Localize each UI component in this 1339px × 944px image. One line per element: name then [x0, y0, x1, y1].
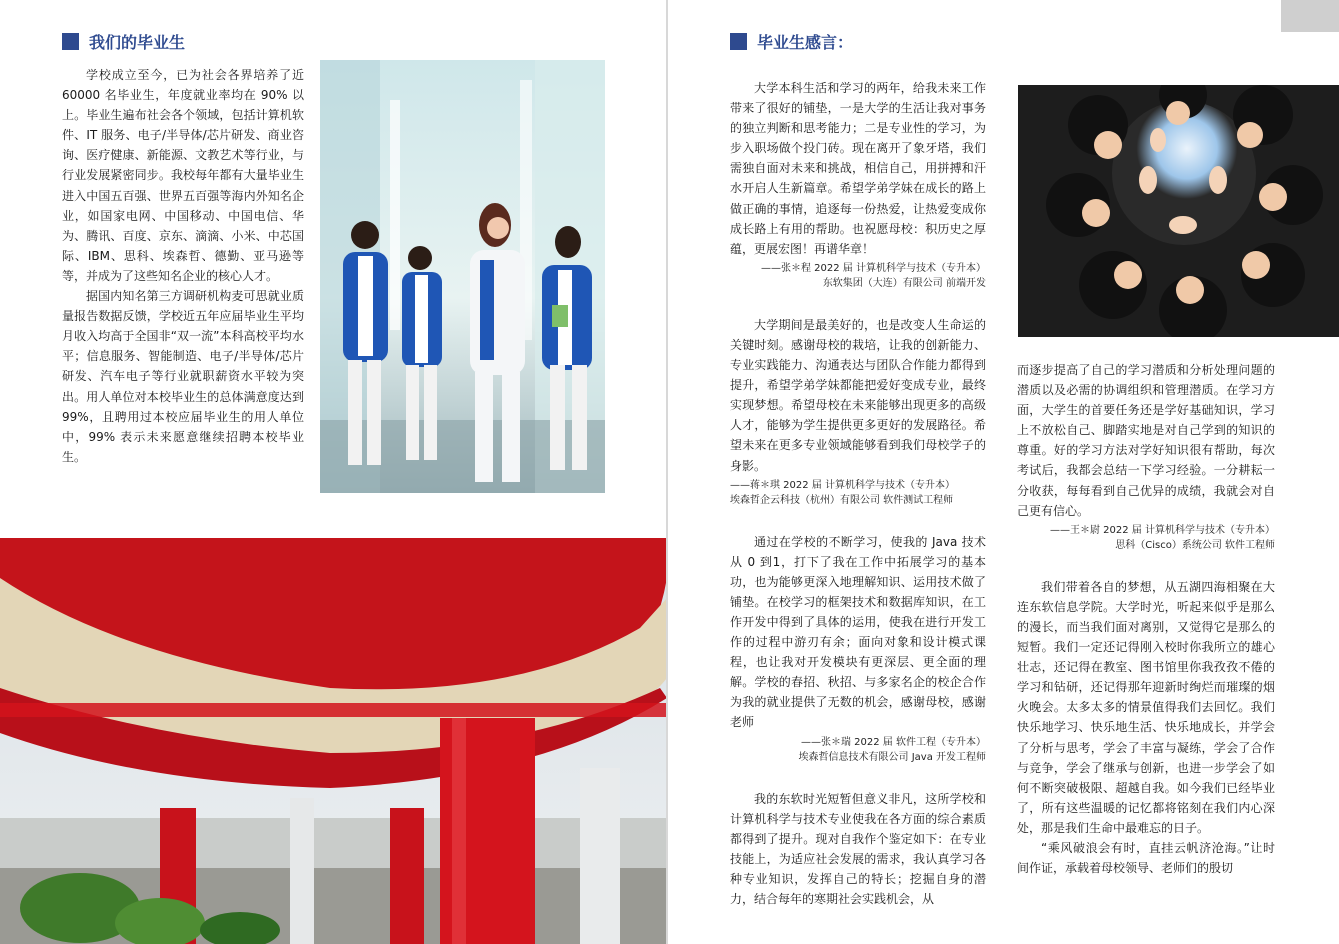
signature-name: ——蒋＊琪 2022 届 计算机科学与技术（专升本）	[730, 479, 955, 491]
section-heading-testimonials	[730, 30, 853, 53]
signature-name: ——张＊程 2022 届 计算机科学与技术（专升本）	[761, 262, 986, 274]
graduates-paragraph-2: 据国内知名第三方调研机构麦可思就业质量报告数据反馈，学校近五年应届毕业生平均月收入均高于全国非“双一流”本科高校平均水平；信息服务、智能制造、电子/半导体/芯片研发、汽车电子等行业就职薪资水平较为突出。用人单位对本校毕业生的总体满意度达到 99%，且聘用过本校应届毕业生的用人单位中，99% 表示未来愿意继续招聘本校毕业生。	[62, 289, 304, 464]
heading-text: 我们的毕业生	[89, 33, 186, 52]
page-corner-tab	[1281, 0, 1339, 32]
testimonial-signature-1	[730, 261, 986, 291]
section-heading-graduates	[62, 30, 185, 53]
testimonial-text-4: 我的东软时光短暂但意义非凡，这所学校和计算机科学与技术专业使我在各方面的综合素质都得到了提升。现对自我作个鉴定如下：在专业技能上，为适应社会发展的需求，我认真学习各种专业知识，发挥自己的特长；挖掘自身的潜力，结合每年的寒期社会实践机会，从	[730, 791, 986, 906]
signature-company: 东软集团（大连）有限公司 前端开发	[822, 277, 986, 289]
right-page	[668, 0, 1339, 944]
graduates-paragraph-1: 学校成立至今，已为社会各界培养了近60000 名毕业生，年度就业率均在 90% 以上。毕业生遍布社会各个领域，包括计算机软件、IT 服务、电子/半导体/芯片研发、商业咨询、医疗健康、新能源、文教艺术等行业，与行业发展紧密同步。我校每年都有大量毕业生进入中国五百强、世界五百强等海内外知名企业，如国家电网、中国移动、中国电信、华为、腾讯、百度、京东、滴滴、小米、中芯国际、IBM、思科、埃森哲、德勤、亚马逊等等，并成为了这些知名企业的核心人才。	[62, 68, 304, 283]
red-pavilion-photo	[0, 538, 667, 944]
testimonial-text-1: 大学本科生活和学习的两年，给我未来工作带来了很好的铺垫，一是大学的生活让我对事务的独立判断和思考能力；二是专业性的学习，为步入职场做个投门砖。现在离开了象牙塔，我们需独自面对未来和挑战，相信自己，用拼搏和汗水开启人生新篇章。希望学弟学妹在成长的路上做正确的事情，追逐每一份热爱，让热爱变成你成长路上有用的帮助。也祝愿母校：积历史之厚蕴，更展宏图！再谱华章！	[730, 81, 986, 256]
signature-company: 埃森哲信息技术有限公司 Java 开发工程师	[798, 751, 986, 763]
signature-company: 思科（Cisco）系统公司 软件工程师	[1115, 539, 1275, 551]
testimonial-signature-5	[1017, 523, 1275, 553]
signature-name: ——王＊尉 2022 届 计算机科学与技术（专升本）	[1050, 524, 1275, 536]
testimonial-text-3: 通过在学校的不断学习，使我的 Java 技术从 0 到1，打下了我在工作中拓展学习的基本功，也为能够更深入地理解知识、运用技术做了铺垫。在校学习的框架技术和数据库知识，在工作开发中得到了具体的运用，使我在进行开发工作的过程中游刃有余；面向对象和设计模式课程，也让我对开发模块有更深层、更全面的理解。学校的春招、秋招、与多家名企的校企合作为我的就业提供了无数的机会，感谢母校，感谢老师	[730, 534, 986, 730]
testimonial-text-5: 而逐步提高了自己的学习潜质和分析处理问题的潜质以及必需的协调组织和管理潜质。在学习方面，大学生的首要任务还是学好基础知识，学习上不放松自己、脚踏实地是对自己学到的知识的尊重。好的学习方法对学好知识很有帮助，每次考试后，我都会总结一下学习经验。一分耕耘一分收获，每每看到自己优异的成绩，我就会对自己更有信心。	[1017, 363, 1275, 518]
testimonial-text-2: 大学期间是最美好的，也是改变人生命运的关键时刻。感谢母校的栽培，让我的创新能力、专业实践能力、沟通表达与团队合作能力都得到提升，希望学弟学妹都能把爱好变成专业，最终实现梦想。希望母校在未来能够出现更多的高级人才，能够为学生提供更多更好的发展路径。希望未来在更多专业领域能够看到我们母校学子的身影。	[730, 317, 986, 473]
left-page	[0, 0, 667, 944]
heading-square-marker	[730, 33, 747, 50]
testimonial-signature-2	[730, 478, 986, 508]
testimonial-text-6: 我们带着各自的梦想，从五湖四海相聚在大连东软信息学院。大学时光，听起来似乎是那么的漫长，而当我们面对离别，又觉得它是那么的短暂。我们一定还记得刚入校时你我所立的雄心壮志，还记得在教室、图书馆里你我孜孜不倦的学习和钻研，还记得那年迎新时绚烂而璀璨的烟火晚会。太多太多的情景值得我们去回忆。我们快乐地学习、快乐地生活、快乐地成长，并学会了分析与思考，学会了丰富与凝练，学会了合作与竞争，学会了继承与创新，也进一步学会了如何不断突破极限、超越自我。如今我们已经毕业了，所有这些温暖的记忆都将铭刻在我们内心深处，那是我们生命中最难忘的日子。	[1017, 579, 1275, 835]
heading-square-marker	[62, 33, 79, 50]
students-walking-photo	[320, 60, 605, 493]
signature-company: 埃森哲企云科技（杭州）有限公司 软件测试工程师	[730, 494, 954, 506]
graduation-circle-photo	[1018, 85, 1339, 337]
testimonial-signature-3	[730, 735, 986, 765]
signature-name: ——张＊瑞 2022 届 软件工程（专升本）	[801, 736, 986, 748]
testimonial-column-1	[730, 78, 986, 909]
graduates-text	[62, 65, 304, 467]
testimonial-column-2	[1017, 360, 1275, 878]
heading-text: 毕业生感言：	[757, 33, 854, 52]
testimonial-text-7: “乘风破浪会有时，直挂云帆济沧海。”让时间作证，承载着母校领导、老师们的殷切	[1017, 840, 1275, 876]
